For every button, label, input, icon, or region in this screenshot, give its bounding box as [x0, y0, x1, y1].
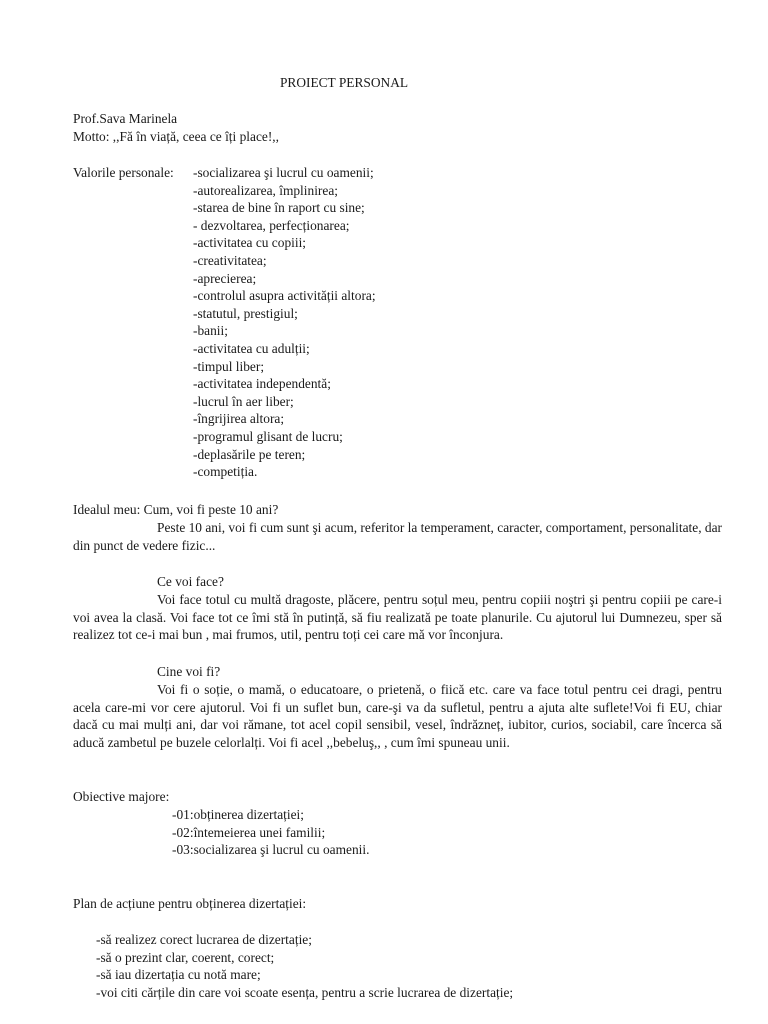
question-what-will-i-do: Ce voi face? [157, 574, 224, 589]
answer-what-will-i-do: Voi face totul cu multă dragoste, plăcere, pentru soțul meu, pentru copiii noştri şi pentru copiii pe care-i voi avea la clasă. Voi face tot ce îmi stă în putință, să fiu realizată pe toate planurile. Cu ajutorul lui Dumnezeu, sper să realizez tot ce-i mai bun , mai frumos, util, pentru toți cei care mă vor înconjura. [73, 592, 722, 643]
motto-line: Motto: ,,Fă în viață, ceea ce îți place!,, [73, 129, 279, 144]
value-item: -activitatea independentă; [193, 376, 331, 392]
author-line: Prof.Sava Marinela [73, 111, 178, 126]
plan-item: -să iau dizertația cu notă mare; [96, 967, 261, 983]
value-item: -competiția. [193, 464, 258, 480]
value-item: -lucrul în aer liber; [193, 393, 294, 409]
value-item: -activitatea cu adulții; [193, 340, 310, 356]
value-item: -programul glisant de lucru; [193, 428, 343, 444]
value-item: -starea de bine în raport cu sine; [193, 200, 365, 216]
value-item: - dezvoltarea, perfecționarea; [193, 217, 350, 233]
plan-item: -voi citi cărțile din care voi scoate esența, pentru a scrie lucrarea de dizertație; [96, 984, 514, 1000]
ideal-paragraph: Peste 10 ani, voi fi cum sunt şi acum, referitor la temperament, caracter, comportament, personalitate, dar din punct de vedere fizic... [73, 520, 723, 553]
action-plan-list [96, 931, 513, 1001]
value-item: -banii; [193, 323, 228, 339]
ideal-heading: Idealul meu: Cum, voi fi peste 10 ani? [73, 502, 279, 517]
document-title: PROIECT PERSONAL [279, 75, 409, 90]
plan-item: -să o prezint clar, coerent, corect; [96, 949, 275, 965]
answer-who-will-i-be: Voi fi o soție, o mamă, o educatoare, o prietenă, o fiică etc. care va face totul pentru cei dragi, pentru acela care-mi vor cere ajutorul. Voi fi un suflet bun, care-şi va da sufletul, pentru a ajuta alte suflete!Voi fi EU, chiar dacă cu mai mulți ani, dar voi rămane, tot acel copil sensibil, vesel, îndrăzneț, iubitor, curios, sociabil, care încerca să aducă zambetul pe buzele celorlalți. Voi fi acel ,,bebeluş,, , cum îmi spuneau unii. [73, 682, 722, 750]
value-item: -activitatea cu copiii; [193, 235, 307, 251]
value-item: -timpul liber; [193, 358, 265, 374]
value-item: -statutul, prestigiul; [193, 305, 298, 321]
objective-item: -03:socializarea şi lucrul cu oamenii. [172, 842, 370, 858]
value-item: -controlul asupra activității altora; [193, 288, 376, 304]
objective-item: -01:obținerea dizertației; [172, 807, 304, 822]
objectives-label: Obiective majore: [73, 789, 170, 804]
value-item: -aprecierea; [193, 270, 257, 286]
question-who-will-i-be: Cine voi fi? [157, 664, 221, 679]
value-item: -autorealizarea, împlinirea; [193, 182, 338, 198]
value-item: -creativitatea; [193, 252, 267, 268]
action-plan-label: Plan de acțiune pentru obținerea dizertației: [73, 896, 307, 911]
value-item: -deplasările pe teren; [193, 446, 306, 462]
plan-item: -să realizez corect lucrarea de dizertație; [96, 932, 312, 947]
objective-item: -02:întemeierea unei familii; [172, 824, 326, 840]
objectives-list [172, 806, 369, 859]
value-item: -socializarea şi lucrul cu oamenii; [193, 165, 374, 180]
personal-values-label: Valorile personale: [73, 165, 174, 180]
personal-values-list [193, 164, 376, 481]
value-item: -îngrijirea altora; [193, 411, 285, 427]
